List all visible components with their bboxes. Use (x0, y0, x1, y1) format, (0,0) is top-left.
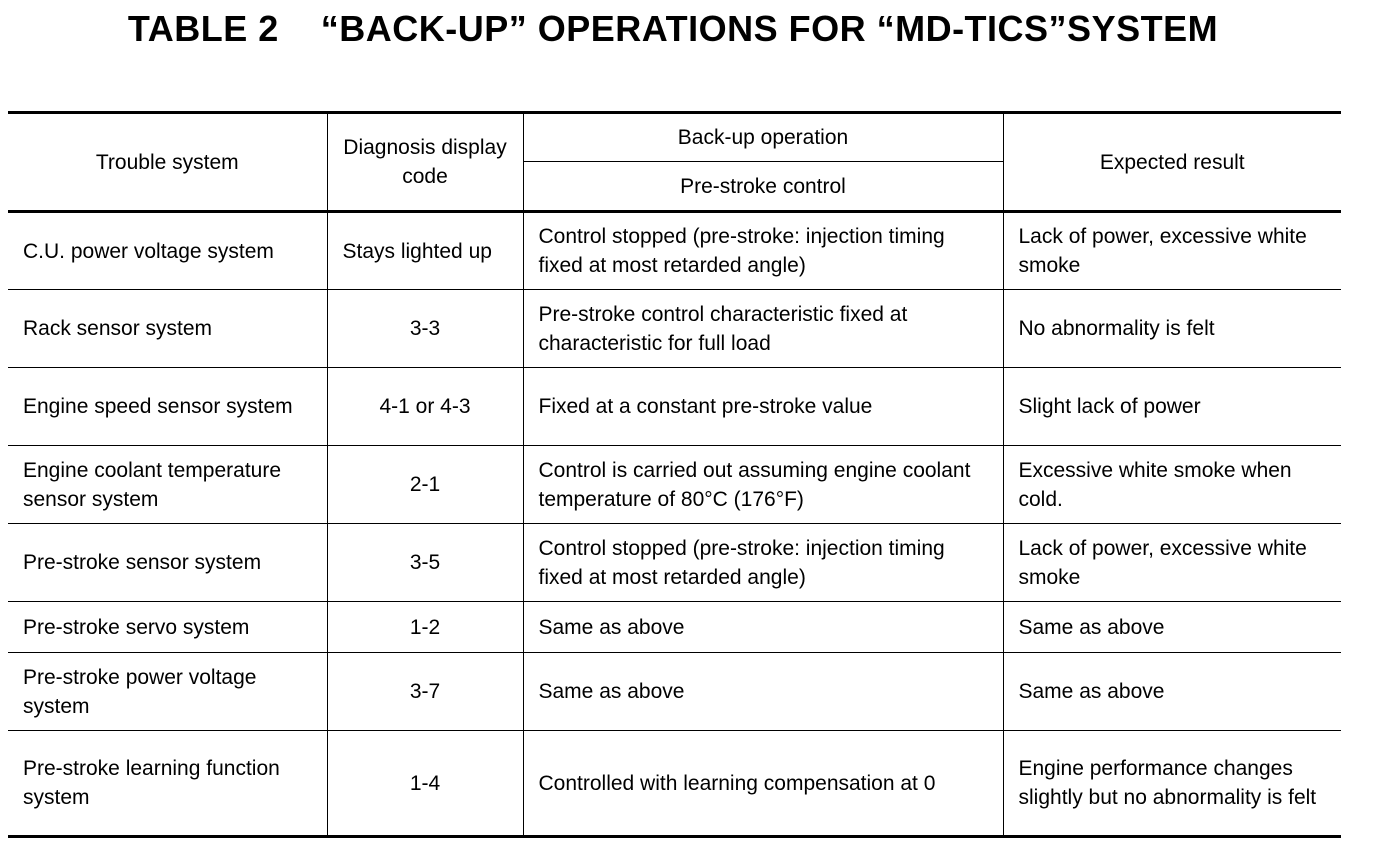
row-expected-result: No abnormality is felt (1003, 290, 1341, 368)
row-backup-operation: Control stopped (pre-stroke: injection timing fixed at most retarded angle) (523, 212, 1003, 290)
row-diagnosis-code: 3-5 (327, 524, 523, 602)
row-trouble-system: Pre-stroke sensor system (8, 524, 327, 602)
header-row-1 (8, 113, 1341, 162)
header-prestroke-control: Pre-stroke control (523, 162, 1003, 212)
header-diagnosis-code: Diagnosis display code (327, 113, 523, 212)
row-expected-result: Lack of power, excessive white smoke (1003, 212, 1341, 290)
row-expected-result: Lack of power, excessive white smoke (1003, 524, 1341, 602)
row-expected-result: Same as above (1003, 602, 1341, 653)
row-backup-operation: Control is carried out assuming engine coolant temperature of 80°C (176°F) (523, 446, 1003, 524)
row-trouble-system: Pre-stroke power voltage system (8, 653, 327, 731)
table-row (8, 368, 1341, 446)
row-trouble-system: C.U. power voltage system (8, 212, 327, 290)
row-backup-operation: Fixed at a constant pre-stroke value (523, 368, 1003, 446)
row-trouble-system: Pre-stroke servo system (8, 602, 327, 653)
table-row (8, 653, 1341, 731)
row-diagnosis-code: 3-3 (327, 290, 523, 368)
table-row (8, 731, 1341, 837)
header-expected-result: Expected result (1003, 113, 1341, 212)
row-expected-result: Engine performance changes slightly but no abnormality is felt (1003, 731, 1341, 837)
row-backup-operation: Same as above (523, 602, 1003, 653)
table-row (8, 290, 1341, 368)
backup-operations-table (8, 111, 1341, 838)
row-trouble-system: Pre-stroke learning function system (8, 731, 327, 837)
header-trouble-system: Trouble system (8, 113, 327, 212)
row-trouble-system: Engine coolant temperature sensor system (8, 446, 327, 524)
row-backup-operation: Controlled with learning compensation at 0 (523, 731, 1003, 837)
row-diagnosis-code: 1-2 (327, 602, 523, 653)
row-backup-operation: Control stopped (pre-stroke: injection timing fixed at most retarded angle) (523, 524, 1003, 602)
row-diagnosis-code: 3-7 (327, 653, 523, 731)
table-row (8, 446, 1341, 524)
row-backup-operation: Same as above (523, 653, 1003, 731)
table-row (8, 524, 1341, 602)
table-row (8, 212, 1341, 290)
row-trouble-system: Engine speed sensor system (8, 368, 327, 446)
row-expected-result: Same as above (1003, 653, 1341, 731)
row-diagnosis-code: Stays lighted up (327, 212, 523, 290)
row-expected-result: Slight lack of power (1003, 368, 1341, 446)
row-diagnosis-code: 4-1 or 4-3 (327, 368, 523, 446)
row-trouble-system: Rack sensor system (8, 290, 327, 368)
header-backup-operation: Back-up operation (523, 113, 1003, 162)
row-diagnosis-code: 1-4 (327, 731, 523, 837)
table-title: TABLE 2 “BACK-UP” OPERATIONS FOR “MD-TICS”SYSTEM (127, 8, 1219, 49)
table-row (8, 602, 1341, 653)
row-diagnosis-code: 2-1 (327, 446, 523, 524)
row-backup-operation: Pre-stroke control characteristic fixed at characteristic for full load (523, 290, 1003, 368)
row-expected-result: Excessive white smoke when cold. (1003, 446, 1341, 524)
